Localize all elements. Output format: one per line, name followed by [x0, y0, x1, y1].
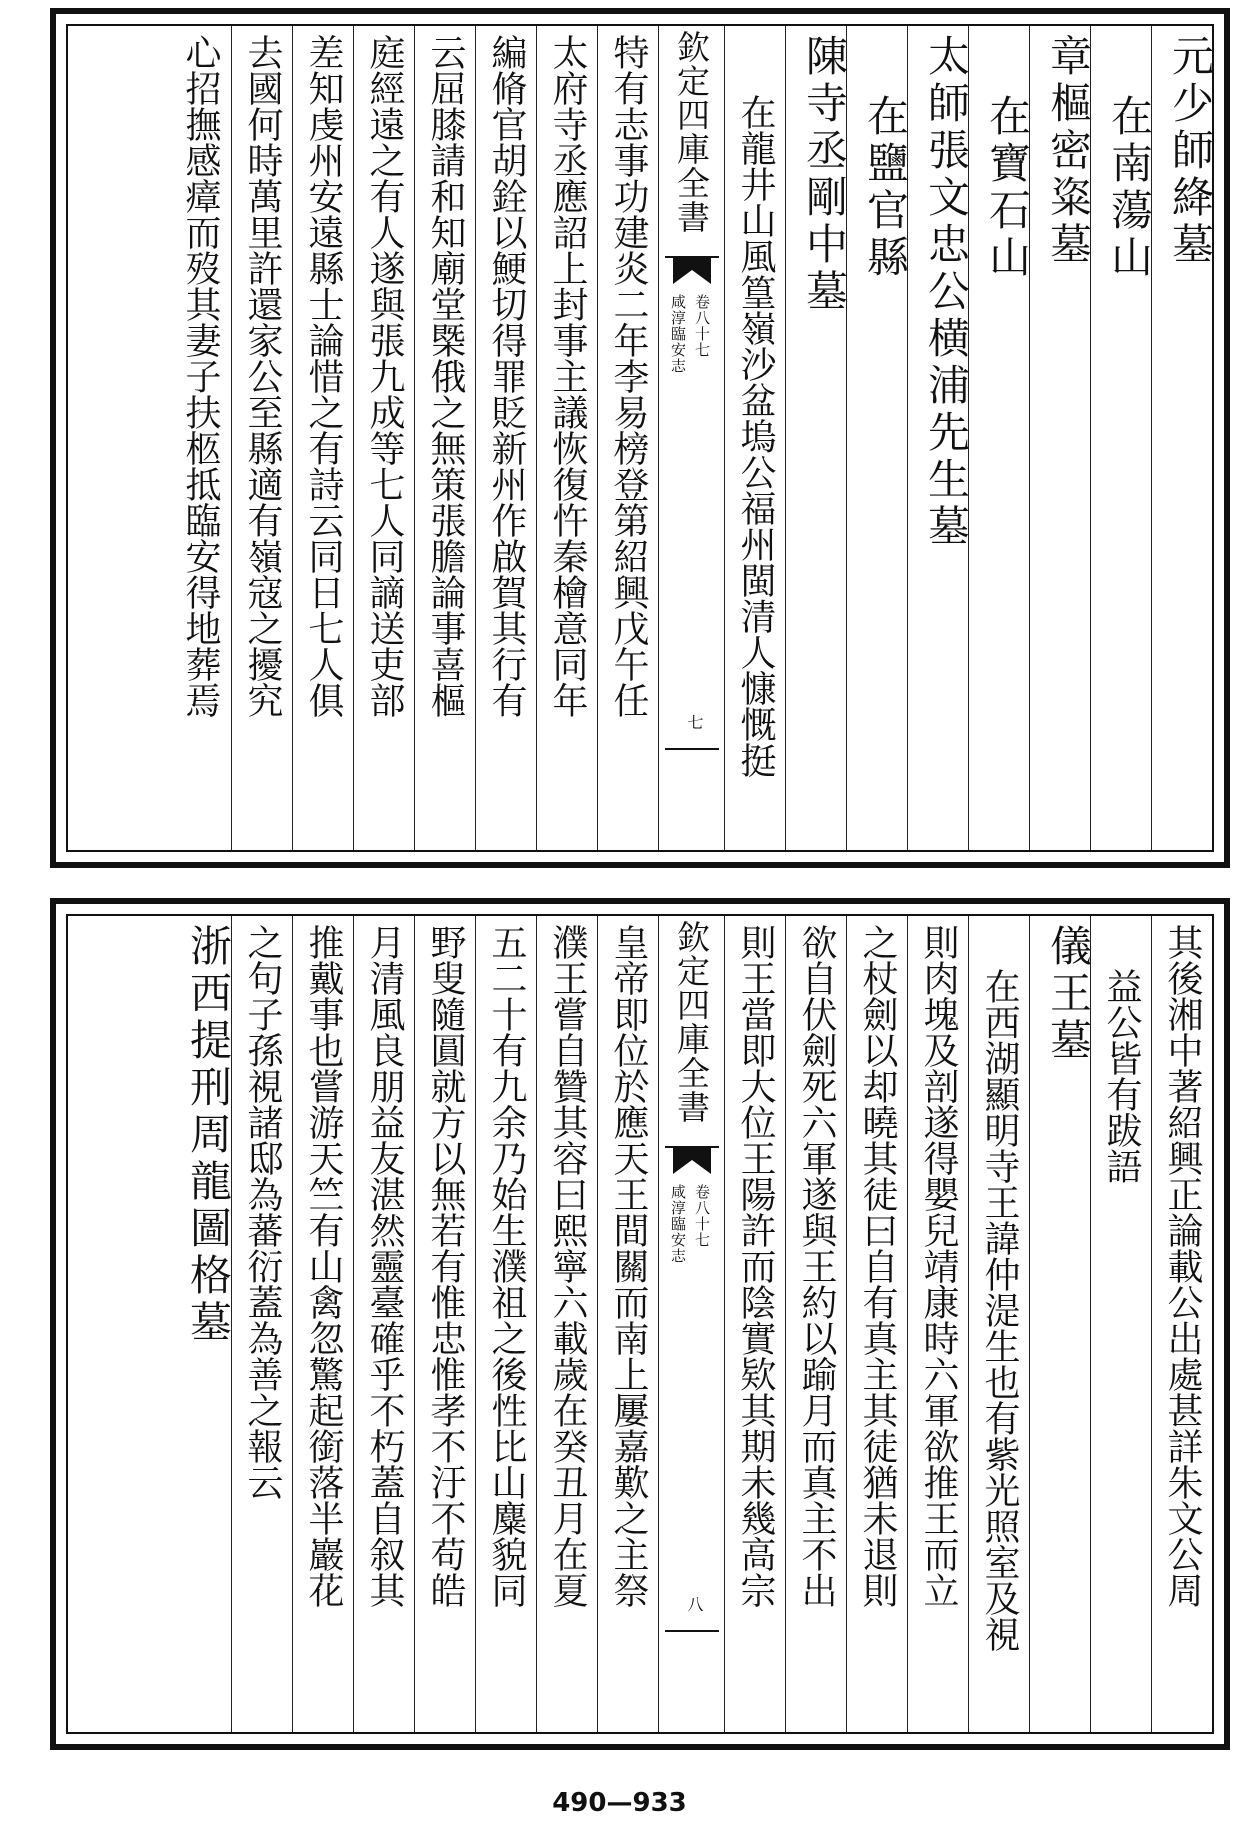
fold-divider [665, 1630, 719, 1632]
text-column [536, 916, 597, 1732]
text-column [846, 916, 907, 1732]
text-column [785, 916, 846, 1732]
text-column [414, 26, 475, 850]
fishtail-mark-icon [673, 1148, 711, 1174]
column-text: 推戴事也嘗游天竺有山禽忽驚起銜落半巖花 [303, 924, 344, 1608]
text-column [536, 26, 597, 850]
column-text: 則肉塊及剖遂得嬰兒靖康時六軍欲推王而立 [918, 924, 959, 1608]
text-column [231, 916, 292, 1732]
text-column [785, 26, 849, 850]
column-text: 浙西提刑周龍圖格墓 [184, 924, 233, 1347]
text-column [846, 26, 910, 850]
column-text: 濮王嘗自贊其容曰熙寧六載歲在癸丑月在夏 [547, 924, 588, 1608]
fold-volume: 卷八十七 [693, 1184, 711, 1248]
column-text: 月清風良朋益友湛然靈臺確乎不朽蓋自叙其 [364, 924, 405, 1608]
fold-volume: 卷八十七 [693, 294, 711, 358]
text-column [724, 916, 785, 1732]
column-text: 則王當即大位王陽許而陰實欵其期未幾高宗 [735, 924, 776, 1608]
text-column [968, 26, 1032, 850]
column-text: 去國何時萬里許還家公至縣適有嶺寇之擾究 [242, 34, 283, 718]
text-column [1151, 26, 1215, 850]
top-page-frame [66, 24, 1214, 852]
text-column [170, 916, 231, 1732]
text-column [1090, 26, 1154, 850]
column-text: 陳寺丞剛中墓 [800, 34, 849, 316]
fold-title: 欽定四庫全書 [672, 920, 711, 1124]
text-column [292, 916, 353, 1732]
column-text: 在鹽官縣 [861, 94, 910, 282]
column-text: 差知虔州安遠縣士論惜之有詩云同日七人俱 [303, 34, 344, 718]
text-column [292, 26, 353, 850]
column-text: 庭經遠之有人遂與張九成等七人同謫送吏部 [364, 34, 405, 718]
column-text: 儀王墓 [1044, 924, 1093, 1065]
text-column [353, 26, 414, 850]
fold-book-title: 咸淳臨安志 [669, 294, 687, 374]
column-text: 之杖劍以却曉其徒曰自有真主其徒猶未退則 [857, 924, 898, 1608]
top-page [50, 8, 1230, 868]
text-column [353, 916, 414, 1732]
column-text: 在南蕩山 [1105, 94, 1154, 282]
column-text: 編脩官胡銓以鯁切得罪貶新州作啟賀其行有 [486, 34, 527, 718]
text-column [1151, 916, 1212, 1732]
text-column [907, 26, 971, 850]
column-text: 五二十有九余乃始生濮祖之後性比山麋貌同 [486, 924, 527, 1608]
column-text: 章樞密粢墓 [1044, 34, 1093, 269]
fold-book-title: 咸淳臨安志 [669, 1184, 687, 1264]
text-column [1090, 916, 1151, 1732]
column-text: 皇帝即位於應天王間關而南上屢嘉歎之主祭 [608, 924, 649, 1608]
text-column [414, 916, 475, 1732]
text-column [475, 916, 536, 1732]
text-column [724, 26, 785, 850]
fold-divider [665, 748, 719, 750]
center-fold [658, 916, 724, 1732]
column-text: 欲自伏劍死六軍遂與王約以踰月而真主不出 [796, 924, 837, 1608]
text-column [170, 26, 231, 850]
center-fold [658, 26, 724, 850]
text-column [231, 26, 292, 850]
page-footer-number: 490—933 [552, 1788, 687, 1818]
text-column [907, 916, 968, 1732]
column-text: 益公皆有跋語 [1101, 968, 1142, 1184]
column-text: 在寶石山 [983, 94, 1032, 282]
column-text: 在龍井山風篁嶺沙盆塢公福州閩清人慷慨挺 [735, 94, 776, 778]
text-column [968, 916, 1029, 1732]
fold-title: 欽定四庫全書 [672, 30, 711, 234]
bottom-page-frame [66, 914, 1214, 1734]
fold-page-number: 七 [685, 714, 704, 730]
column-text: 太府寺丞應詔上封事主議恢復忤秦檜意同年 [547, 34, 588, 718]
text-column [597, 916, 658, 1732]
column-text: 心招撫感瘴而歿其妻子扶柩抵臨安得地葬焉 [180, 34, 221, 718]
text-column [1029, 26, 1093, 850]
column-text: 特有志事功建炎二年李易榜登第紹興戊午任 [608, 34, 649, 718]
column-text: 在西湖顯明寺王諱仲湜生也有紫光照室及視 [979, 968, 1020, 1652]
text-column [475, 26, 536, 850]
fold-page-number: 八 [685, 1596, 704, 1612]
column-text: 太師張文忠公横浦先生墓 [922, 34, 971, 551]
bottom-page [50, 898, 1230, 1750]
text-column [597, 26, 658, 850]
column-text: 元少師絳墓 [1166, 34, 1215, 269]
text-column [1029, 916, 1093, 1732]
column-text: 其後湘中著紹興正論載公出處甚詳朱文公周 [1162, 924, 1203, 1608]
column-text: 野叟隨圓就方以無若有惟忠惟孝不汙不苟皓 [425, 924, 466, 1608]
column-text: 之句子孫視諸邸為蕃衍蓋為善之報云 [242, 924, 283, 1500]
fishtail-mark-icon [673, 258, 711, 284]
column-text: 云屈膝請和知廟堂㮣俄之無策張膽論事喜樞 [425, 34, 466, 718]
